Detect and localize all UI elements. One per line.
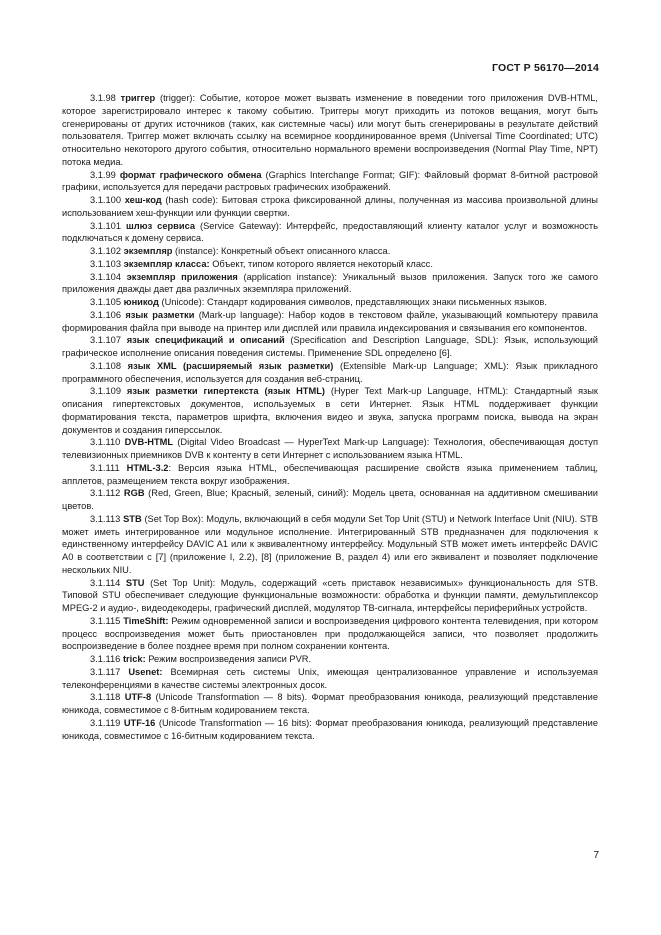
entry-term: юникод — [123, 297, 159, 307]
entry-definition: (Service Gateway): Интерфейс, предоставляющий клиенту каталог услуг и возможность подключаться к домену сервиса. — [62, 220, 598, 244]
entry-term: экземпляр — [123, 246, 173, 256]
entry-number: 3.1.106 — [90, 309, 122, 320]
entry-number: 3.1.105 — [90, 297, 122, 307]
entry-number: 3.1.110 — [90, 437, 121, 448]
entry-term: хеш-код — [124, 195, 162, 205]
definitions-list — [62, 92, 598, 742]
entry-term: формат графического обмена — [119, 169, 262, 180]
entry-number: 3.1.101 — [90, 220, 122, 231]
definition-entry — [62, 717, 598, 743]
entry-definition: (Mark-up language): Набор кодов в текстовом файле, указывающий компьютеру правила формирования файла при выводе на принтер или дисплей или правила индексирования и связывания его компонентов. — [62, 309, 598, 333]
definition-entry — [62, 92, 598, 169]
entry-number: 3.1.100 — [90, 195, 122, 205]
entry-definition: (Graphics Interchange Format; GIF): Файловый формат 8-битной растровой графики, используется для передачи растровых графических изображений. — [62, 169, 598, 193]
entry-term: язык спецификаций и описаний — [126, 335, 285, 346]
entry-definition: (hash code): Битовая строка фиксированной длины, полученная из массива произвольной длины использованием хеш-функции или функции свертки. — [62, 195, 598, 218]
entry-number: 3.1.115 — [90, 615, 121, 626]
entry-definition: : Версия языка HTML, обеспечивающая расширение свойств языка применением таблиц, апплетов, размещением текста вокруг изображения. — [62, 462, 598, 486]
page-number: 7 — [593, 850, 599, 861]
entry-definition: (Set Top Unit): Модуль, содержащий «сеть приставок независимых» функциональность для STB. Типовой STU обеспечивает следующие функциональные возможности: обработка и функции памяти, демультиплексор MPEG-2 и аудио-, видеодекодеры, графический дисплей, модулятор ТВ-сигнала, интерфейсы периферийных устройств. — [62, 577, 598, 613]
definition-entry — [62, 513, 598, 577]
definition-entry — [62, 577, 598, 615]
entry-definition: (Unicode): Стандарт кодирования символов, представляющих знаки письменных языков. — [158, 297, 547, 307]
entry-definition: (Digital Video Broadcast — HyperText Mark-up Language): Технология, обеспечивающая доступ телевизионных приемников DVB к контенту в сети Интернет с использованием языка HTML. — [62, 437, 598, 460]
entry-definition: Всемирная сеть системы Unix, имеющая централизованное управление и используемая телеконференциями в качестве системы электронных досок. — [62, 666, 598, 690]
entry-term: STU — [125, 577, 145, 588]
entry-definition: (Unicode Transformation — 8 bits). Формат преобразования юникода, реализующий представление юникода, совместимое с 8-битным кодированием текста. — [62, 692, 598, 715]
definition-entry — [62, 360, 598, 386]
definition-entry — [62, 334, 598, 360]
definition-entry — [62, 653, 598, 666]
entry-definition: Режим воспроизведения записи PVR. — [145, 654, 312, 664]
entry-definition: (Hyper Text Mark-up Language, HTML): Стандартный язык описания гипертекстовых документов, используемых в сети Интернет. Язык HTML поддерживает функции форматирования текста, параметров шрифта, включения видео и звука, запуска программ поиска, вывода на экран документов и создания гиперссылок. — [62, 386, 598, 435]
entry-number: 3.1.107 — [90, 335, 122, 346]
entry-definition: (Set Top Box): Модуль, включающий в себя модули Set Top Unit (STU) и Network Interface Unit (NIU). STB может иметь интегрированное или модульное исполнение. Интегрированный STB предназначен для подключения к единственному интерфейсу DAVIC A1 или к эквивалентному интерфейсу. Модульный STB может иметь интерфейс DAVIC A0 в соответствии с [7] (приложение I, 2.2), [8] (приложение B, раздел 4) или его эквивалент и позволяет подключение нескольких NIU. — [62, 513, 598, 575]
entry-term: TimeShift: — [123, 615, 169, 626]
entry-definition: (trigger): Событие, которое может вызвать изменение в поведении того приложения DVB-HTML, которое зарегистрировало интерес к такому событию. Триггеры могут приходить из потоков вещания, могут быть сгенерированы от других источников (таких, как системные часы) или могут быть сгенерированы в результате действий пользователя. Триггер может включать ссылку на всемирное координированное время (Universal Time Coordinated; UTC) относительно некоторого другого события, относительно нормального времени воспроизведения (Normal Play Time, NPT) потока медиа. — [62, 93, 598, 167]
entry-definition: Объект, типом которого является некоторый класс. — [209, 258, 433, 269]
entry-term: язык разметки — [125, 309, 195, 320]
entry-definition: (instance): Конкретный объект описанного класса. — [172, 246, 391, 256]
definition-entry — [62, 194, 598, 220]
entry-number: 3.1.114 — [90, 577, 121, 588]
entry-definition: (Specification and Description Language, SDL): Язык, использующий графическое исполнение описания поведения системы. Применение SDL определено [6]. — [62, 335, 598, 358]
entry-number: 3.1.117 — [90, 666, 121, 677]
entry-term: RGB — [123, 488, 145, 499]
entry-number: 3.1.119 — [90, 717, 121, 728]
entry-term: язык XML (расширяемый язык разметки) — [127, 360, 334, 371]
entry-term: UTF-16 — [123, 717, 156, 728]
entry-number: 3.1.104 — [90, 271, 122, 282]
definition-entry — [62, 169, 598, 195]
document-id: ГОСТ Р 56170—2014 — [491, 62, 599, 74]
definition-entry — [62, 436, 598, 462]
entry-term: UTF-8 — [124, 692, 152, 703]
entry-number: 3.1.113 — [90, 513, 121, 524]
definition-entry — [62, 245, 598, 258]
entry-definition: Режим одновременной записи и воспроизведения цифрового контента телевидения, при котором процесс воспроизведения может быть приостановлен при продолжающейся записи, что позволяет продолжить воспроизведение в более позднее время при полном сохранении контента. — [62, 615, 598, 652]
definition-entry — [62, 220, 598, 246]
definition-entry — [62, 487, 598, 513]
definition-entry — [62, 462, 598, 488]
entry-term: STB — [123, 513, 142, 524]
entry-number: 3.1.103 — [90, 258, 122, 269]
entry-term: язык разметки гипертекста (язык HTML) — [126, 386, 325, 397]
definition-entry — [62, 385, 598, 436]
entry-definition: (Extensible Mark-up Language; XML): Язык прикладного программного обеспечения, используется для создания веб-страниц. — [62, 360, 598, 384]
entry-number: 3.1.99 — [90, 169, 116, 180]
definition-entry — [62, 309, 598, 335]
entry-definition: (Red, Green, Blue; Красный, зеленый, синий): Модель цвета, основанная на аддитивном смешивании цветов. — [62, 488, 598, 511]
entry-definition: (application instance): Уникальный вызов приложения. Запуск того же самого приложения дважды дает два различных экземпляра приложений. — [62, 271, 598, 295]
definition-entry — [62, 296, 598, 309]
entry-term: экземпляр класса: — [123, 258, 210, 269]
definition-entry — [62, 666, 598, 692]
entry-term: trick: — [122, 654, 146, 664]
entry-number: 3.1.109 — [90, 386, 122, 397]
definition-entry — [62, 615, 598, 653]
entry-number: 3.1.118 — [90, 692, 121, 703]
entry-term: DVB-HTML — [124, 437, 174, 448]
entry-term: экземпляр приложения — [126, 271, 238, 282]
entry-term: HTML-3.2 — [126, 462, 169, 473]
entry-number: 3.1.111 — [90, 462, 120, 473]
entry-term: шлюз сервиса — [125, 220, 196, 231]
entry-term: Usenet: — [128, 666, 163, 677]
definition-entry — [62, 691, 598, 717]
entry-definition: (Unicode Transformation — 16 bits): Формат преобразования юникода, реализующий представление юникода, совместимое с 16-битным кодированием текста. — [62, 717, 598, 741]
entry-number: 3.1.98 — [90, 93, 116, 103]
entry-number: 3.1.108 — [90, 360, 122, 371]
definition-entry — [62, 258, 598, 271]
entry-number: 3.1.116 — [90, 654, 121, 664]
entry-number: 3.1.112 — [90, 488, 121, 499]
entry-number: 3.1.102 — [90, 246, 122, 256]
entry-term: триггер — [120, 93, 156, 103]
definition-entry — [62, 271, 598, 297]
